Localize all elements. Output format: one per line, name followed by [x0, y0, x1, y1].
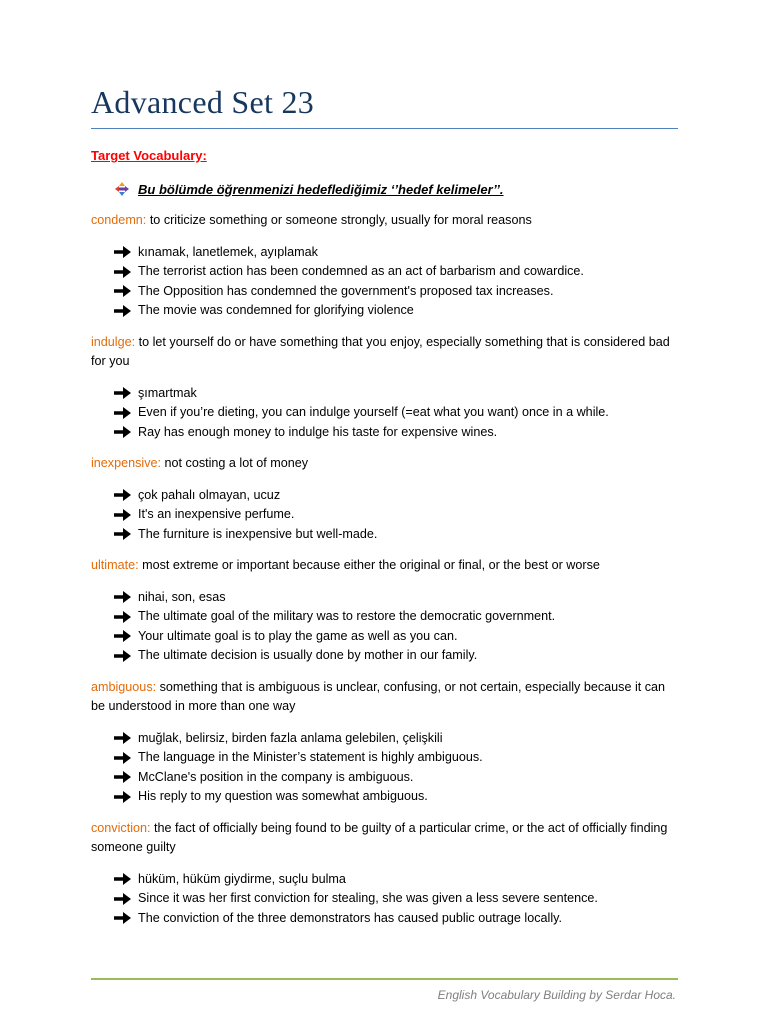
example-text: hüküm, hüküm giydirme, suçlu bulma: [138, 871, 346, 886]
arrow-right-icon: [114, 611, 131, 623]
vocab-definition: to criticize something or someone strongly, usually for moral reasons: [149, 213, 532, 227]
example-text: Even if you’re dieting, you can indulge yourself (=eat what you want) once in a while.: [138, 405, 609, 419]
example-text: şımartmak: [138, 385, 197, 400]
vocab-entry: [91, 211, 681, 321]
example-text: The ultimate decision is usually done by mother in our family.: [138, 648, 478, 662]
footer-text: English Vocabulary Building by Serdar Hoca.: [437, 988, 676, 1002]
vocab-word: ultimate:: [91, 558, 139, 572]
arrow-right-icon: [114, 426, 131, 438]
example-item: [91, 301, 681, 321]
example-text: The conviction of the three demonstrators has caused public outrage locally.: [138, 910, 562, 925]
vocab-definition: to let yourself do or have something that you enjoy, especially something that is considered bad for you: [91, 334, 670, 368]
example-list: [91, 588, 681, 666]
example-item: [91, 787, 681, 807]
vocab-word: inexpensive:: [91, 456, 162, 470]
vocab-definition-line: [91, 211, 681, 231]
vocab-definition-line: [91, 333, 681, 372]
title-divider: [91, 128, 678, 129]
example-text: The terrorist action has been condemned as an act of barbarism and cowardice.: [138, 264, 584, 278]
vocab-word: ambiguous:: [91, 679, 157, 694]
arrow-right-icon: [114, 912, 131, 924]
example-text: Your ultimate goal is to play the game as well as you can.: [138, 628, 458, 643]
example-item: [91, 403, 681, 423]
example-item: [91, 262, 681, 282]
example-text: McClane's position in the company is ambiguous.: [138, 769, 414, 784]
vocab-entry: [91, 333, 681, 443]
vocab-entry: [91, 678, 681, 807]
arrow-right-icon: [114, 873, 131, 885]
example-text: His reply to my question was somewhat ambiguous.: [138, 789, 428, 803]
vocab-word: condemn:: [91, 213, 147, 227]
vocab-word: indulge:: [91, 334, 136, 349]
example-item: [91, 588, 681, 608]
example-list: [91, 729, 681, 807]
example-list: [91, 486, 681, 545]
example-item: [91, 607, 681, 627]
example-item: [91, 646, 681, 666]
example-item: [91, 423, 681, 443]
arrow-right-icon: [114, 650, 131, 662]
arrow-right-icon: [114, 246, 131, 258]
vocab-definition: most extreme or important because either the original or final, or the best or worse: [142, 558, 600, 572]
vocab-word: conviction:: [91, 820, 151, 835]
example-text: nihai, son, esas: [138, 589, 226, 604]
arrow-right-icon: [114, 732, 131, 744]
example-text: muğlak, belirsiz, birden fazla anlama gelebilen, çelişkili: [138, 730, 443, 745]
vocab-entry: [91, 819, 681, 929]
example-item: [91, 768, 681, 788]
arrow-right-icon: [114, 407, 131, 419]
arrow-right-icon: [114, 509, 131, 521]
example-text: çok pahalı olmayan, ucuz: [138, 487, 281, 502]
arrow-right-icon: [114, 266, 131, 278]
arrow-right-icon: [114, 305, 131, 317]
example-item: [91, 525, 681, 545]
example-item: [91, 486, 681, 506]
example-text: kınamak, lanetlemek, ayıplamak: [138, 244, 318, 259]
example-text: Ray has enough money to indulge his taste for expensive wines.: [138, 424, 498, 439]
vocab-definition: the fact of officially being found to be guilty of a particular crime, or the act of officially finding someone guilty: [91, 820, 668, 854]
four-direction-arrows-icon: [114, 181, 130, 197]
example-text: Since it was her first conviction for stealing, she was given a less severe sentence.: [138, 891, 598, 905]
vocab-entry: [91, 454, 681, 544]
vocabulary-list: [91, 211, 681, 940]
example-item: [91, 748, 681, 768]
example-item: [91, 729, 681, 749]
arrow-right-icon: [114, 893, 131, 905]
arrow-right-icon: [114, 387, 131, 399]
vocab-definition-line: [91, 819, 681, 858]
example-list: [91, 243, 681, 321]
target-vocabulary-label: Target Vocabulary:: [91, 148, 207, 163]
note-text: Bu bölümde öğrenmenizi hedeflediğimiz ‘’hedef kelimeler’’.: [138, 181, 504, 197]
example-list: [91, 384, 681, 443]
vocab-definition-line: [91, 556, 681, 576]
example-item: [91, 870, 681, 890]
vocab-definition: not costing a lot of money: [164, 456, 309, 470]
example-text: It's an inexpensive perfume.: [138, 507, 295, 521]
example-item: [91, 909, 681, 929]
example-item: [91, 627, 681, 647]
example-text: The ultimate goal of the military was to restore the democratic government.: [138, 609, 556, 623]
page-title: Advanced Set 23: [91, 84, 315, 120]
vocab-entry: [91, 556, 681, 666]
arrow-right-icon: [114, 489, 131, 501]
vocab-definition: something that is ambiguous is unclear, confusing, or not certain, especially because it can be understood in more than one way: [91, 679, 666, 713]
example-list: [91, 870, 681, 929]
footer-divider: [91, 978, 678, 980]
vocab-definition-line: [91, 678, 681, 717]
example-item: [91, 505, 681, 525]
example-item: [91, 889, 681, 909]
arrow-right-icon: [114, 528, 131, 540]
example-text: The movie was condemned for glorifying violence: [138, 303, 414, 317]
vocab-definition-line: [91, 454, 681, 474]
arrow-right-icon: [114, 591, 131, 603]
example-item: [91, 384, 681, 404]
example-item: [91, 282, 681, 302]
example-text: The furniture is inexpensive but well-made.: [138, 526, 378, 541]
arrow-right-icon: [114, 771, 131, 783]
example-text: The language in the Minister’s statement is highly ambiguous.: [138, 750, 483, 764]
arrow-right-icon: [114, 752, 131, 764]
example-text: The Opposition has condemned the government's proposed tax increases.: [138, 283, 554, 298]
example-item: [91, 243, 681, 263]
arrow-right-icon: [114, 630, 131, 642]
arrow-right-icon: [114, 285, 131, 297]
note-row: [114, 180, 504, 198]
arrow-right-icon: [114, 791, 131, 803]
